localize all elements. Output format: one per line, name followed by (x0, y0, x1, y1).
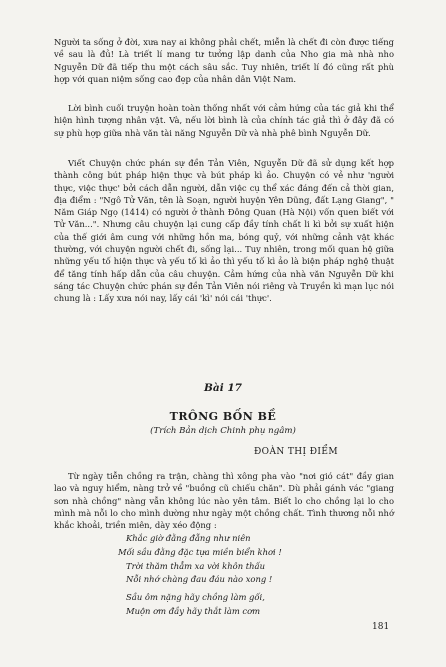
verse-line: Sầu ôm nặng hãy chồng làm gối, (126, 592, 265, 603)
poem-title: TRÔNG BỐN BỀ (169, 410, 277, 423)
page-number: 181 (372, 622, 390, 632)
verse-line: Khắc giờ đằng đẵng như niên (126, 533, 251, 543)
verse-line: Muộn ơm đầy hãy thắt làm cơm (126, 605, 261, 616)
paragraph-2: Lời bình cuối truyện hoàn toàn thống nhất với cảm hứng của tác giả khi thể hiện hình tượng nhân vật. Và, nếu lời bình là của chính tác giả thì ở đây đã có sự phù hợp giữa nhà văn tài năng Nguyễn Dữ và nhà phê bình Nguyễn Dữ. (54, 103, 394, 138)
paragraph-3: Viết Chuyện chức phán sự đền Tản Viên, Nguyễn Dữ đã sử dụng kết hợp thành công bút pháp hiện thực và bút pháp kì ảo. Chuyện có vẻ như 'người thực, việc thực' bởi cách dẫn người, dẫn việc cụ thể xác đáng đến cả thời gian, địa điểm : "Ngô Tử Văn, tên là Soạn, người huyện Yên Dũng, đất Lạng Giang", " Năm Giáp Ngọ (1414) có người ở thành Đông Quan (Hà Nội) vốn quen biết với Tử Văn...". Nhưng câu chuyện lại cung cấp đầy tính chất li kì bởi sự xuất hiện của thế giới âm cung với những hồn ma, bóng quỷ, với những cảnh vật khác thường, với chuyện người chết đi, sống lại... Tuy nhiên, trong mối quan hệ giữa những yếu tố hiện thực và yếu tố kì ảo thì yếu tố kì ảo là biện pháp nghệ thuật để tăng tính hấp dẫn của câu chuyện. Cảm hứng của nhà văn Nguyễn Dữ khi sáng tác Chuyện chức phán sự đền Tản Viên nói riêng và Truyền kì mạn lục nói chung là : Lấy xưa nói nay, lấy cái 'kì' nói cái 'thực'. (54, 158, 394, 304)
paragraph-1: Người ta sống ở đời, xưa nay ai không phải chết, miễn là chết đi còn được tiếng về sau là đủ! Là triết lí mang tư tưởng lập danh của Nho gia mà nhà nho Nguyễn Dữ đã tiếp thu một cách sâu sắc. Tuy nhiên, triết lí đó cũng rất phù hợp với quan niệm sống cao đẹp của nhân dân Việt Nam. (54, 37, 394, 84)
verse-line: Mối sầu đằng đặc tựa miền biển khơi ! (118, 546, 282, 557)
verse-line: Nỗi nhớ chàng đau đáu nào xong ! (126, 574, 273, 585)
poem-source: (Trích Bản dịch Chinh phụ ngâm) (150, 426, 296, 436)
poem-verse (118, 532, 378, 619)
author-name: ĐOÀN THỊ ĐIỂM (254, 447, 338, 457)
verse-line: Trời thăm thẳm xa vời khôn thấu (126, 560, 266, 571)
paragraph-4: Từ ngày tiễn chồng ra trận, chàng thì xông pha vào "nơi gió cát" đầy gian lao và nguy hiểm, nàng trở về "buồng cũ chiếu chăn". Dù phải gánh vác "giang sơn nhà chồng" nàng vẫn không lúc nào yên tâm. Biết lo cho chồng lại lo cho mình mà nỗi lo cho mình dường như ngày một chồng chất. Tình thương nỗi nhớ khắc khoải, triền miên, dày xéo động : (54, 471, 394, 531)
lesson-heading: Bài 17 (204, 382, 242, 394)
